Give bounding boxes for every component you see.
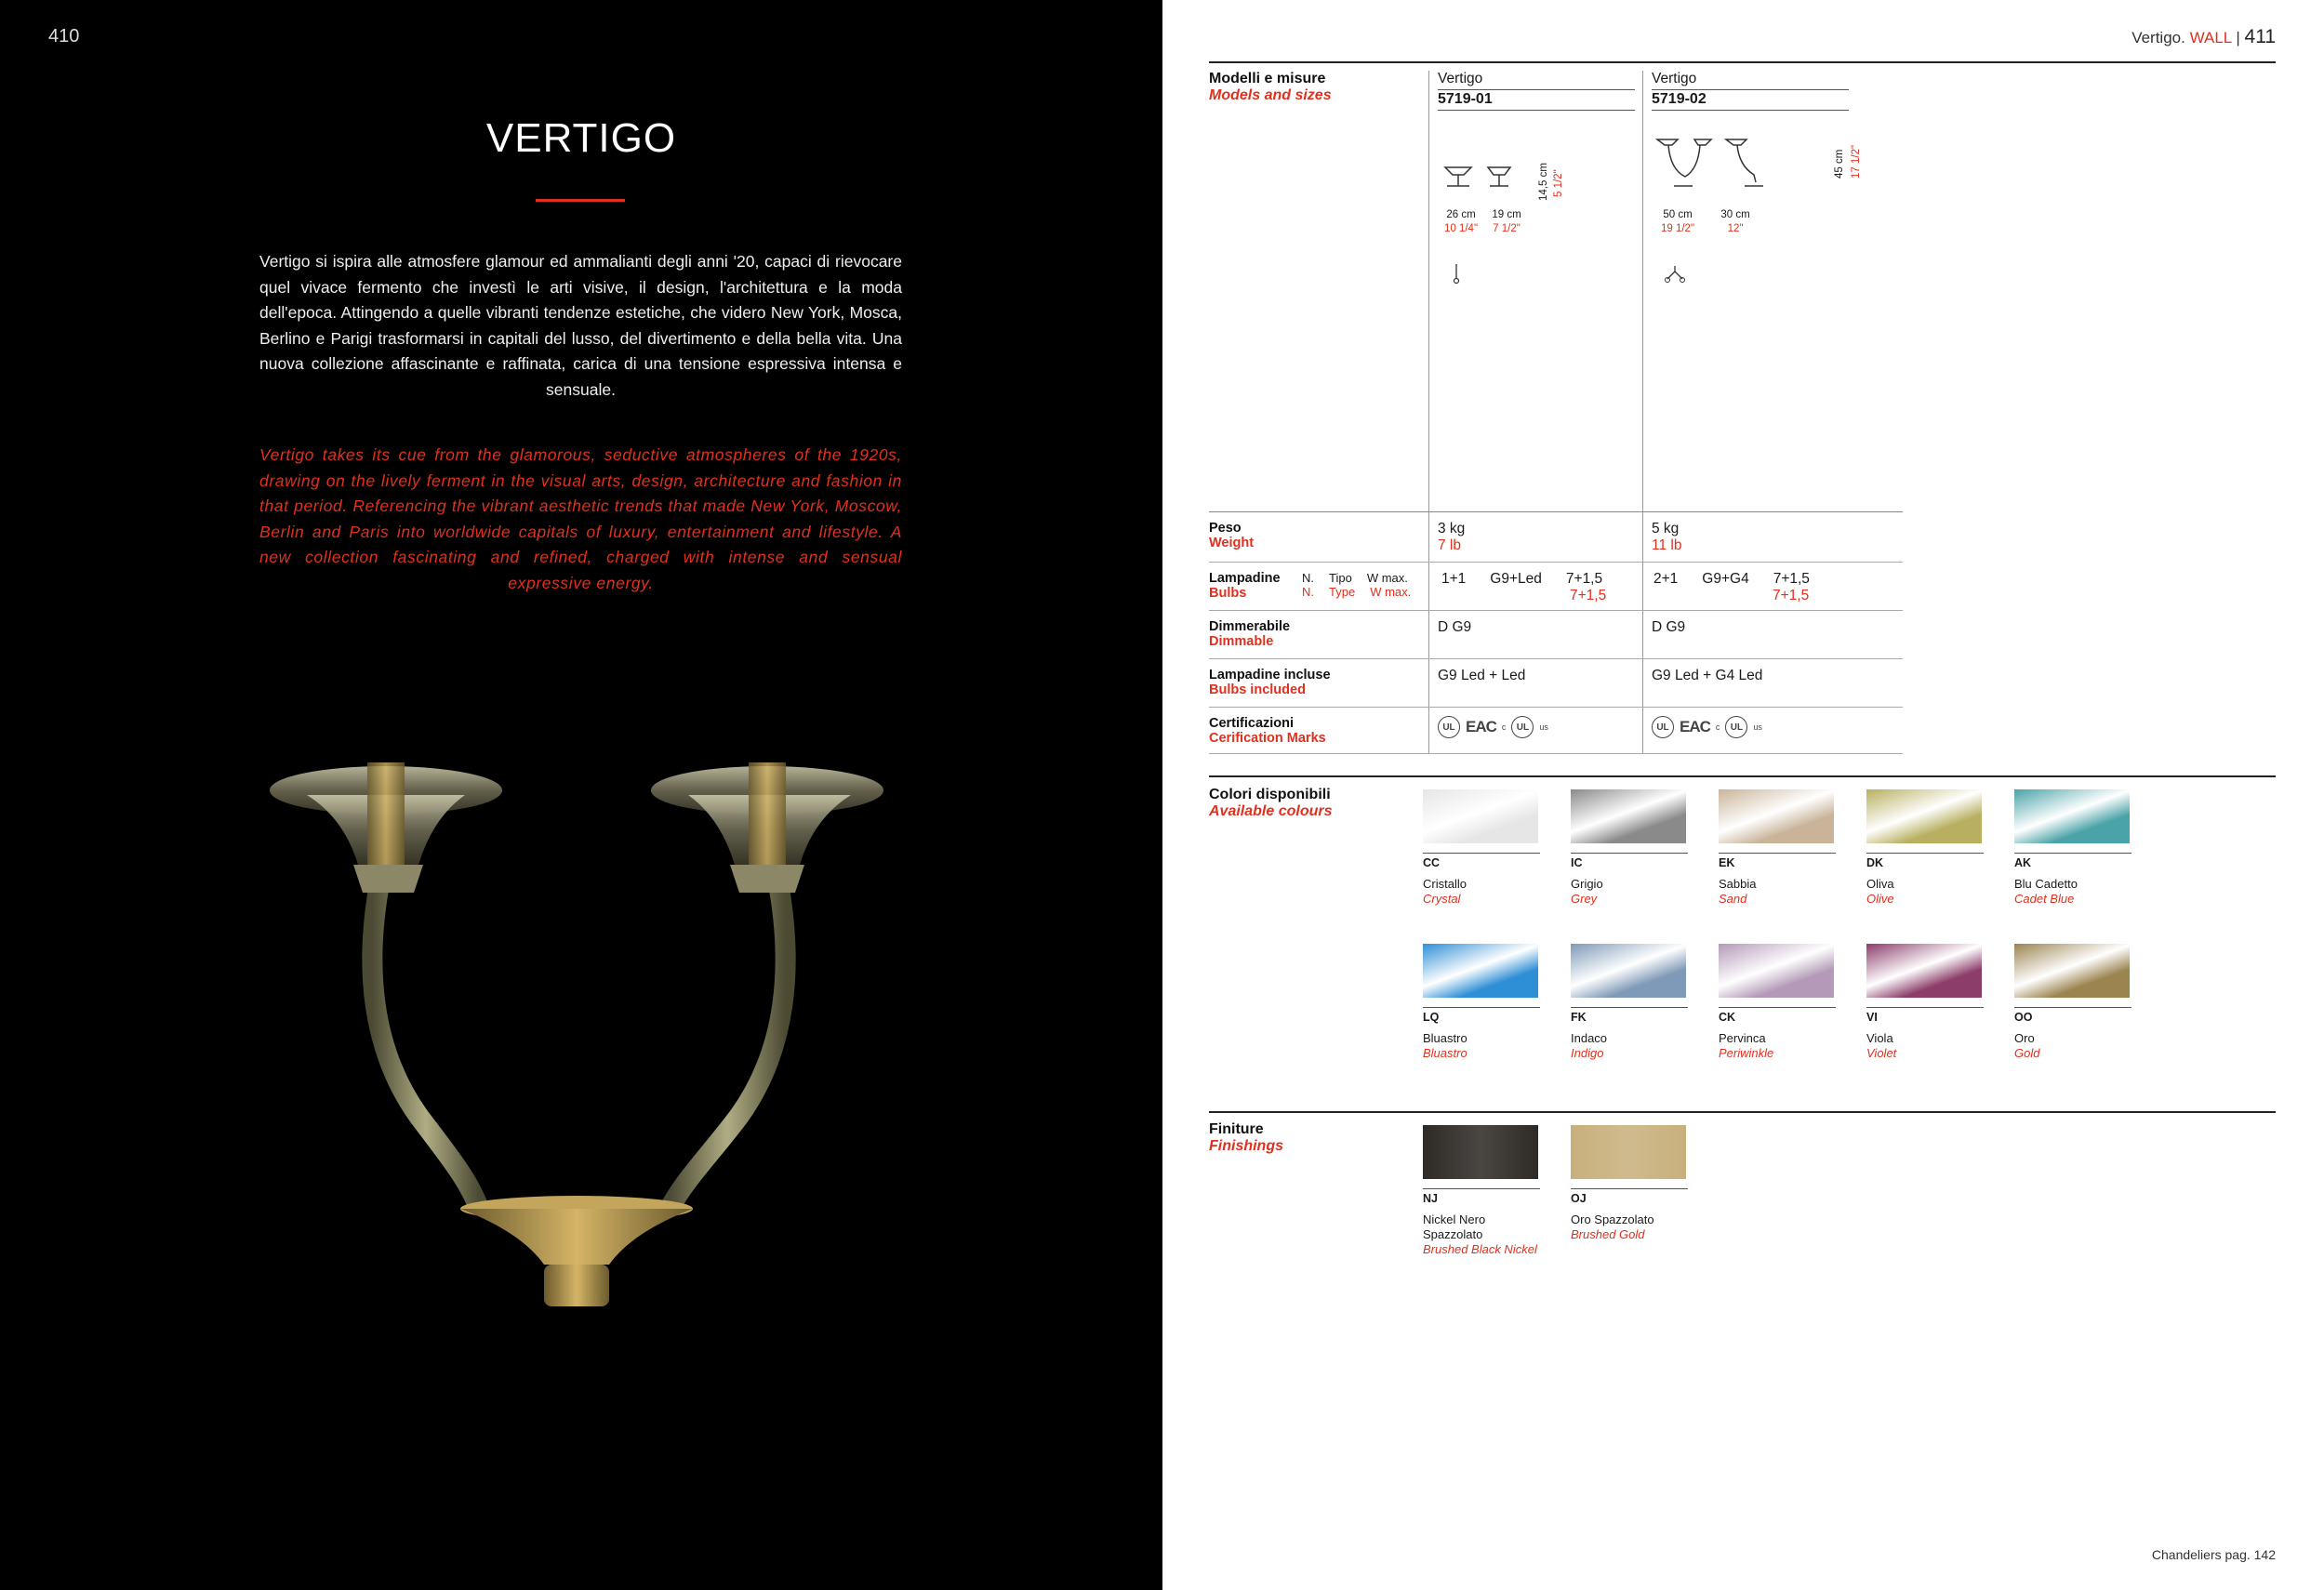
- row-rule: [1209, 658, 1903, 659]
- cul-c-letter: c: [1501, 722, 1507, 732]
- cert-marks-model-1: [1438, 716, 1548, 738]
- row-rule: [1209, 610, 1903, 611]
- models-label: [1209, 71, 1332, 104]
- page-number-left: 410: [48, 26, 80, 46]
- color-ck: [1719, 944, 1836, 1061]
- colors-rule: [1209, 775, 2276, 777]
- swatch-rule: [1719, 853, 1836, 854]
- bulbs-label: Lampadine Bulbs: [1209, 571, 1281, 601]
- swatch-name: Cristallo: [1423, 877, 1467, 891]
- included-model-2: G9 Led + G4 Led: [1652, 668, 1763, 683]
- cert-label: Certificazioni Cerification Marks: [1209, 716, 1326, 746]
- swatch-rule: [1866, 853, 1984, 854]
- model-1-width: 26 cm 10 1/4": [1443, 209, 1479, 234]
- dimmable-label: Dimmerabile Dimmable: [1209, 619, 1291, 649]
- swatch-rule: [1423, 853, 1540, 854]
- model-2-depth: 30 cm 12": [1720, 209, 1750, 234]
- color-cc: [1423, 789, 1540, 907]
- cul-us-letters: us: [1539, 722, 1548, 732]
- color-ic: [1571, 789, 1688, 907]
- intro-italian: Vertigo si ispira alle atmosfere glamour ed ammalianti degli anni '20, capaci di rievocare quel vivace fermento che investì le arti visive, il design, l'architettura e la moda dell'epoca. Attingendo a quelle vibranti tendenze estetiche, che videro New York, Mosca, Berlino e Parigi trasformarsi in capitali del lusso, del divertimento e della bella vita. Una nuova collezione affascinante e raffinata, carica di una tensione espressiva intensa e sensuale.: [259, 252, 902, 399]
- swatch-chip: [1866, 789, 1982, 843]
- finish-nj: [1423, 1125, 1540, 1257]
- weight-label: Peso Weight: [1209, 521, 1255, 550]
- swatch-name: Nickel Nero Spazzolato: [1423, 1212, 1486, 1241]
- color-lq: [1423, 944, 1540, 1061]
- header-rule: [1209, 61, 2276, 63]
- colors-label: Colori disponibili Available colours: [1209, 787, 1333, 819]
- swatch-code: FK: [1571, 1011, 1587, 1024]
- swatch-rule: [1571, 1188, 1688, 1189]
- intro-english: Vertigo takes its cue from the glamorous, seductive atmospheres of the 1920s, drawing on the lively ferment in the visual arts, design, architecture and fashion in that period. Referencing the vibrant aesthetic trends that made New York, Moscow, Berlin and Paris into worldwide capitals of luxury, entertainment and lifestyle. A new collection fascinating and refined, charged with intense and sensual expressive energy.: [259, 445, 902, 592]
- swatch-name-en: Olive: [1866, 892, 1894, 906]
- swatch-name: Oliva: [1866, 877, 1894, 891]
- model-2-front-drawing: [1652, 132, 1782, 199]
- swatch-code: LQ: [1423, 1011, 1440, 1024]
- color-oo: [2014, 944, 2131, 1061]
- model-1-front-drawing: [1438, 160, 1531, 197]
- model-2-width: 50 cm 19 1/2": [1660, 209, 1695, 234]
- swatch-chip: [1719, 944, 1834, 998]
- included-model-1: G9 Led + Led: [1438, 668, 1526, 683]
- model-1-height: 14,5 cm: [1538, 163, 1549, 201]
- swatch-rule: [2014, 853, 2131, 854]
- swatch-rule: [2014, 1007, 2131, 1008]
- included-label: Lampadine incluse Bulbs included: [1209, 668, 1331, 697]
- header-collection: Vertigo.: [2131, 29, 2185, 46]
- column-divider: [1642, 71, 1643, 753]
- swatch-name-en: Grey: [1571, 892, 1598, 906]
- swatch-code: OO: [2014, 1011, 2033, 1024]
- eac-mark-icon: EAC: [1680, 718, 1710, 735]
- swatch-name-en: Bluastro: [1423, 1046, 1467, 1060]
- weight-model-2: 5 kg 11 lb: [1652, 521, 1682, 553]
- collection-title: VERTIGO: [485, 115, 677, 161]
- color-ak: [2014, 789, 2131, 907]
- swatch-name-en: Brushed Gold: [1571, 1227, 1645, 1241]
- swatch-name: Pervinca: [1719, 1031, 1766, 1045]
- bulbs-model-2: 2+1 G9+G4 7+1,5 7+1,5: [1653, 571, 1810, 603]
- color-vi: [1866, 944, 1984, 1061]
- wall-lamp-photo: [270, 744, 911, 1311]
- dimmable-model-2: D G9: [1652, 619, 1686, 635]
- swatch-chip: [1423, 944, 1538, 998]
- swatch-name: Indaco: [1571, 1031, 1608, 1045]
- eac-mark-icon: EAC: [1466, 718, 1496, 735]
- row-rule: [1209, 753, 1903, 754]
- swatch-name: Blu Cadetto: [2014, 877, 2078, 891]
- swatch-name-en: Indigo: [1571, 1046, 1604, 1060]
- cert-marks-model-2: [1652, 716, 1762, 738]
- running-header: [2131, 26, 2276, 48]
- page-number-right: 411: [2244, 26, 2276, 47]
- swatch-name-en: Cadet Blue: [2014, 892, 2075, 906]
- column-divider: [1428, 71, 1429, 753]
- cul-c-letter: c: [1715, 722, 1720, 732]
- model-1-height-in: 5 1/2": [1553, 169, 1564, 197]
- swatch-name: Oro: [2014, 1031, 2035, 1045]
- footer-crossref: Chandeliers pag. 142: [2151, 1547, 2276, 1562]
- color-ek: [1719, 789, 1836, 907]
- color-dk: [1866, 789, 1984, 907]
- swatch-rule: [1423, 1188, 1540, 1189]
- row-rule: [1209, 562, 1903, 563]
- model-1-mount-icon: [1447, 262, 1466, 285]
- swatch-chip: [1423, 1125, 1538, 1179]
- swatch-name: Oro Spazzolato: [1571, 1212, 1654, 1226]
- swatch-name-en: Sand: [1719, 892, 1747, 906]
- swatch-chip: [2014, 789, 2130, 843]
- right-page: [1162, 0, 2324, 1590]
- swatch-chip: [2014, 944, 2130, 998]
- swatch-rule: [1423, 1007, 1540, 1008]
- title-underline: [536, 199, 625, 202]
- model-code: 5719-01: [1438, 89, 1635, 111]
- row-rule: [1209, 707, 1903, 708]
- cul-mark-icon: UL: [1725, 716, 1747, 738]
- color-fk: [1571, 944, 1688, 1061]
- swatch-code: DK: [1866, 856, 1884, 869]
- finishings-label: Finiture Finishings: [1209, 1121, 1283, 1154]
- swatch-chip: [1571, 944, 1686, 998]
- swatch-code: EK: [1719, 856, 1735, 869]
- swatch-code: NJ: [1423, 1192, 1438, 1205]
- swatch-rule: [1866, 1007, 1984, 1008]
- model-2-mount-icon: [1661, 262, 1689, 285]
- header-category: WALL: [2189, 29, 2232, 46]
- model-code: 5719-02: [1652, 89, 1849, 111]
- swatch-chip: [1866, 944, 1982, 998]
- swatch-name: Sabbia: [1719, 877, 1757, 891]
- models-label-it: Modelli e misure: [1209, 71, 1326, 86]
- swatch-code: AK: [2014, 856, 2032, 869]
- swatch-rule: [1571, 1007, 1688, 1008]
- swatch-name: Viola: [1866, 1031, 1893, 1045]
- model-name: Vertigo: [1438, 71, 1483, 86]
- swatch-name-en: Crystal: [1423, 892, 1461, 906]
- swatch-name-en: Gold: [2014, 1046, 2040, 1060]
- models-label-en: Models and sizes: [1209, 87, 1332, 103]
- model-column-1: [1438, 71, 1635, 111]
- header-separator: |: [2236, 29, 2240, 46]
- model-2-height-in: 17 1/2": [1851, 144, 1862, 179]
- bulbs-subheaders: N. Tipo W max. N. Type W max.: [1302, 571, 1412, 599]
- swatch-code: CC: [1423, 856, 1441, 869]
- swatch-name: Grigio: [1571, 877, 1603, 891]
- model-2-height: 45 cm: [1834, 149, 1845, 179]
- swatch-name: Bluastro: [1423, 1031, 1467, 1045]
- weight-model-1: 3 kg 7 lb: [1438, 521, 1466, 553]
- finish-oj: [1571, 1125, 1688, 1242]
- model-name: Vertigo: [1652, 71, 1697, 86]
- finishings-rule: [1209, 1111, 2276, 1113]
- swatch-code: OJ: [1571, 1192, 1587, 1205]
- swatch-chip: [1571, 789, 1686, 843]
- swatch-chip: [1719, 789, 1834, 843]
- swatch-name-en: Periwinkle: [1719, 1046, 1774, 1060]
- swatch-rule: [1719, 1007, 1836, 1008]
- ul-mark-icon: UL: [1652, 716, 1674, 738]
- swatch-code: VI: [1866, 1011, 1878, 1024]
- bulbs-model-1: 1+1 G9+Led 7+1,5 7+1,5: [1441, 571, 1607, 603]
- swatch-code: IC: [1571, 856, 1583, 869]
- model-1-depth: 19 cm 7 1/2": [1492, 209, 1521, 234]
- swatch-rule: [1571, 853, 1688, 854]
- cul-mark-icon: UL: [1511, 716, 1534, 738]
- swatch-name-en: Violet: [1866, 1046, 1897, 1060]
- row-rule: [1209, 511, 1903, 512]
- swatch-code: CK: [1719, 1011, 1736, 1024]
- swatch-name-en: Brushed Black Nickel: [1423, 1242, 1537, 1256]
- swatch-chip: [1571, 1125, 1686, 1179]
- dimmable-model-1: D G9: [1438, 619, 1472, 635]
- model-column-2: [1652, 71, 1849, 111]
- ul-mark-icon: UL: [1438, 716, 1460, 738]
- swatch-chip: [1423, 789, 1538, 843]
- cul-us-letters: us: [1753, 722, 1762, 732]
